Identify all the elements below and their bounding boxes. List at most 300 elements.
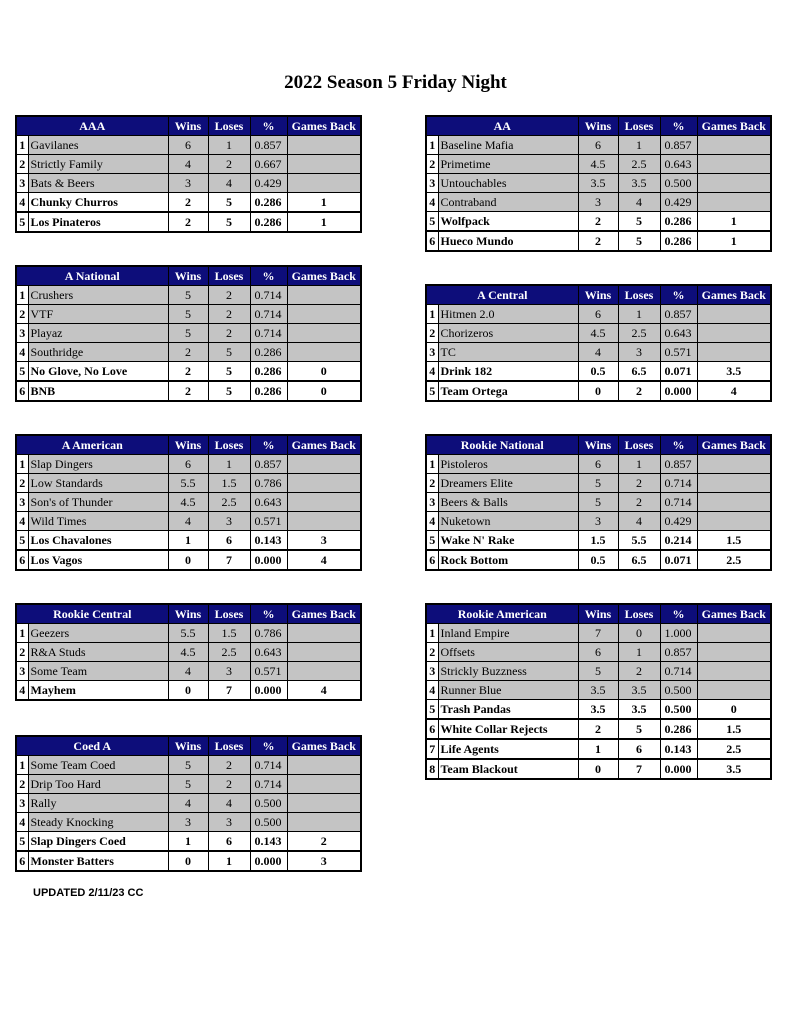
division-name: AA (426, 116, 578, 136)
loses-cell: 2 (208, 775, 250, 794)
team-name: Inland Empire (438, 624, 578, 643)
wins-cell: 2 (578, 719, 618, 739)
table-row (16, 851, 361, 871)
games-back-cell: 0 (697, 700, 771, 720)
wins-cell: 5.5 (168, 474, 208, 493)
pct-cell: 0.714 (250, 305, 287, 324)
team-name: Drip Too Hard (28, 775, 168, 794)
standings-table-coed-a (15, 735, 362, 872)
rank-cell: 2 (16, 305, 28, 324)
games-back-cell (287, 813, 361, 832)
wins-cell: 1 (168, 531, 208, 551)
standings-table-aa (425, 115, 772, 252)
standings-table-rookie-central (15, 603, 362, 701)
wins-cell: 2 (578, 212, 618, 232)
team-name: Rock Bottom (438, 550, 578, 570)
games-back-cell: 1 (697, 231, 771, 251)
rank-cell: 6 (426, 719, 438, 739)
table-row (16, 455, 361, 474)
table-row (16, 286, 361, 305)
table-row (16, 381, 361, 401)
table-row (16, 136, 361, 155)
table-row (426, 643, 771, 662)
pct-cell: 0.286 (250, 362, 287, 382)
table-row (16, 174, 361, 193)
wins-cell: 0 (168, 851, 208, 871)
wins-cell: 5 (578, 474, 618, 493)
team-name: Some Team (28, 662, 168, 681)
rank-cell: 1 (16, 455, 28, 474)
table-row (16, 474, 361, 493)
games-back-cell (287, 305, 361, 324)
games-back-cell: 1.5 (697, 719, 771, 739)
header-games-back: Games Back (697, 285, 771, 305)
pct-cell: 1.000 (660, 624, 697, 643)
division-name: Rookie American (426, 604, 578, 624)
wins-cell: 4.5 (578, 155, 618, 174)
loses-cell: 3 (208, 813, 250, 832)
pct-cell: 0.500 (660, 700, 697, 720)
rank-cell: 2 (16, 474, 28, 493)
table-row (16, 531, 361, 551)
wins-cell: 4.5 (168, 643, 208, 662)
header-games-back: Games Back (697, 604, 771, 624)
team-name: Team Blackout (438, 759, 578, 779)
rank-cell: 1 (16, 756, 28, 775)
wins-cell: 0.5 (578, 550, 618, 570)
table-row (16, 662, 361, 681)
pct-cell: 0.500 (660, 681, 697, 700)
pct-cell: 0.857 (660, 643, 697, 662)
wins-cell: 5 (168, 286, 208, 305)
team-name: Crushers (28, 286, 168, 305)
table-row (16, 775, 361, 794)
rank-cell: 1 (16, 136, 28, 155)
wins-cell: 3 (578, 193, 618, 212)
games-back-cell: 3.5 (697, 759, 771, 779)
header-pct: % (660, 435, 697, 455)
games-back-cell (287, 343, 361, 362)
loses-cell: 2 (208, 286, 250, 305)
wins-cell: 7 (578, 624, 618, 643)
wins-cell: 5 (578, 662, 618, 681)
rank-cell: 5 (426, 531, 438, 551)
games-back-cell (287, 455, 361, 474)
team-name: Hueco Mundo (438, 231, 578, 251)
loses-cell: 2 (618, 381, 660, 401)
table-row (426, 662, 771, 681)
header-wins: Wins (578, 285, 618, 305)
standings-table-aaa (15, 115, 362, 233)
loses-cell: 2 (208, 756, 250, 775)
pct-cell: 0.643 (660, 324, 697, 343)
loses-cell: 2.5 (208, 493, 250, 512)
loses-cell: 4 (618, 193, 660, 212)
rank-cell: 2 (426, 474, 438, 493)
pct-cell: 0.714 (660, 474, 697, 493)
wins-cell: 4.5 (168, 493, 208, 512)
loses-cell: 6 (618, 739, 660, 759)
header-loses: Loses (208, 116, 250, 136)
table-row (16, 550, 361, 570)
pct-cell: 0.786 (250, 624, 287, 643)
team-name: Some Team Coed (28, 756, 168, 775)
loses-cell: 3 (208, 662, 250, 681)
pct-cell: 0.667 (250, 155, 287, 174)
wins-cell: 2 (168, 362, 208, 382)
games-back-cell: 2.5 (697, 739, 771, 759)
header-pct: % (250, 736, 287, 756)
games-back-cell: 0 (287, 381, 361, 401)
table-row (426, 531, 771, 551)
loses-cell: 4 (208, 794, 250, 813)
table-row (426, 212, 771, 232)
pct-cell: 0.429 (660, 193, 697, 212)
pct-cell: 0.571 (660, 343, 697, 362)
table-row (16, 813, 361, 832)
division-name: A American (16, 435, 168, 455)
rank-cell: 4 (16, 193, 28, 213)
rank-cell: 4 (426, 681, 438, 700)
pct-cell: 0.714 (250, 286, 287, 305)
team-name: Nuketown (438, 512, 578, 531)
header-pct: % (250, 266, 287, 286)
loses-cell: 4 (208, 174, 250, 193)
loses-cell: 6 (208, 832, 250, 852)
games-back-cell (287, 493, 361, 512)
loses-cell: 1 (618, 305, 660, 324)
team-name: Southridge (28, 343, 168, 362)
rank-cell: 3 (16, 174, 28, 193)
wins-cell: 4 (578, 343, 618, 362)
pct-cell: 0.286 (250, 193, 287, 213)
loses-cell: 5 (208, 362, 250, 382)
table-row (16, 305, 361, 324)
header-games-back: Games Back (287, 266, 361, 286)
team-name: Strickly Buzzness (438, 662, 578, 681)
games-back-cell (697, 662, 771, 681)
division-name: Rookie National (426, 435, 578, 455)
loses-cell: 2.5 (208, 643, 250, 662)
games-back-cell (697, 681, 771, 700)
rank-cell: 5 (16, 362, 28, 382)
games-back-cell: 2.5 (697, 550, 771, 570)
pct-cell: 0.643 (250, 493, 287, 512)
wins-cell: 5.5 (168, 624, 208, 643)
team-name: R&A Studs (28, 643, 168, 662)
wins-cell: 0 (168, 681, 208, 701)
table-row (426, 624, 771, 643)
team-name: Pistoleros (438, 455, 578, 474)
wins-cell: 2 (578, 231, 618, 251)
pct-cell: 0.071 (660, 550, 697, 570)
loses-cell: 2.5 (618, 324, 660, 343)
rank-cell: 3 (426, 174, 438, 193)
wins-cell: 4 (168, 512, 208, 531)
header-loses: Loses (208, 266, 250, 286)
pct-cell: 0.571 (250, 512, 287, 531)
wins-cell: 0 (578, 759, 618, 779)
team-name: Geezers (28, 624, 168, 643)
wins-cell: 0.5 (578, 362, 618, 382)
loses-cell: 5 (208, 343, 250, 362)
team-name: Offsets (438, 643, 578, 662)
table-row (426, 193, 771, 212)
rank-cell: 2 (426, 643, 438, 662)
pct-cell: 0.857 (250, 455, 287, 474)
wins-cell: 4 (168, 794, 208, 813)
table-row (16, 193, 361, 213)
loses-cell: 7 (618, 759, 660, 779)
pct-cell: 0.286 (250, 212, 287, 232)
team-name: Wake N' Rake (438, 531, 578, 551)
pct-cell: 0.500 (660, 174, 697, 193)
games-back-cell (287, 775, 361, 794)
games-back-cell (287, 643, 361, 662)
loses-cell: 2 (208, 324, 250, 343)
games-back-cell (287, 624, 361, 643)
loses-cell: 1.5 (208, 624, 250, 643)
loses-cell: 6.5 (618, 362, 660, 382)
rank-cell: 6 (16, 381, 28, 401)
rank-cell: 5 (16, 832, 28, 852)
pct-cell: 0.286 (660, 719, 697, 739)
wins-cell: 5 (168, 775, 208, 794)
rank-cell: 5 (426, 700, 438, 720)
loses-cell: 3.5 (618, 174, 660, 193)
pct-cell: 0.000 (660, 381, 697, 401)
team-name: VTF (28, 305, 168, 324)
team-name: Beers & Balls (438, 493, 578, 512)
games-back-cell (697, 643, 771, 662)
games-back-cell (697, 305, 771, 324)
header-wins: Wins (168, 435, 208, 455)
wins-cell: 6 (578, 136, 618, 155)
team-name: Low Standards (28, 474, 168, 493)
wins-cell: 5 (168, 305, 208, 324)
rank-cell: 3 (16, 324, 28, 343)
team-name: Chunky Churros (28, 193, 168, 213)
team-name: Untouchables (438, 174, 578, 193)
rank-cell: 5 (426, 381, 438, 401)
pct-cell: 0.429 (250, 174, 287, 193)
rank-cell: 3 (16, 662, 28, 681)
rank-cell: 1 (426, 455, 438, 474)
games-back-cell (287, 174, 361, 193)
wins-cell: 5 (168, 756, 208, 775)
games-back-cell (697, 136, 771, 155)
loses-cell: 5 (618, 212, 660, 232)
games-back-cell: 1.5 (697, 531, 771, 551)
team-name: Life Agents (438, 739, 578, 759)
wins-cell: 0 (578, 381, 618, 401)
pct-cell: 0.500 (250, 813, 287, 832)
wins-cell: 4 (168, 662, 208, 681)
team-name: Primetime (438, 155, 578, 174)
wins-cell: 6 (168, 136, 208, 155)
games-back-cell: 3 (287, 531, 361, 551)
rank-cell: 4 (16, 813, 28, 832)
header-wins: Wins (168, 116, 208, 136)
loses-cell: 1.5 (208, 474, 250, 493)
games-back-cell (697, 624, 771, 643)
rank-cell: 3 (16, 493, 28, 512)
standings-table-a-american (15, 434, 362, 571)
table-row (426, 231, 771, 251)
header-loses: Loses (618, 116, 660, 136)
header-loses: Loses (618, 285, 660, 305)
pct-cell: 0.286 (250, 381, 287, 401)
rank-cell: 8 (426, 759, 438, 779)
team-name: Wolfpack (438, 212, 578, 232)
rank-cell: 2 (16, 775, 28, 794)
pct-cell: 0.714 (660, 493, 697, 512)
loses-cell: 1 (208, 851, 250, 871)
header-loses: Loses (208, 435, 250, 455)
loses-cell: 2 (618, 474, 660, 493)
loses-cell: 1 (618, 643, 660, 662)
wins-cell: 4.5 (578, 324, 618, 343)
table-row (16, 624, 361, 643)
wins-cell: 0 (168, 550, 208, 570)
table-row (426, 512, 771, 531)
header-pct: % (250, 116, 287, 136)
team-name: Strictly Family (28, 155, 168, 174)
table-row (426, 719, 771, 739)
table-row (426, 493, 771, 512)
loses-cell: 6 (208, 531, 250, 551)
table-row (16, 756, 361, 775)
team-name: No Glove, No Love (28, 362, 168, 382)
wins-cell: 1 (578, 739, 618, 759)
header-games-back: Games Back (697, 116, 771, 136)
games-back-cell (697, 174, 771, 193)
rank-cell: 5 (16, 531, 28, 551)
team-name: Son's of Thunder (28, 493, 168, 512)
loses-cell: 2 (618, 493, 660, 512)
rank-cell: 4 (426, 362, 438, 382)
team-name: Slap Dingers Coed (28, 832, 168, 852)
team-name: Chorizeros (438, 324, 578, 343)
rank-cell: 4 (426, 512, 438, 531)
team-name: Slap Dingers (28, 455, 168, 474)
rank-cell: 4 (16, 512, 28, 531)
table-row (426, 155, 771, 174)
wins-cell: 1.5 (578, 531, 618, 551)
loses-cell: 2 (208, 155, 250, 174)
loses-cell: 5 (208, 212, 250, 232)
games-back-cell (287, 794, 361, 813)
wins-cell: 3 (168, 174, 208, 193)
loses-cell: 5 (618, 231, 660, 251)
team-name: Bats & Beers (28, 174, 168, 193)
pct-cell: 0.214 (660, 531, 697, 551)
wins-cell: 2 (168, 343, 208, 362)
wins-cell: 3.5 (578, 700, 618, 720)
header-loses: Loses (618, 435, 660, 455)
loses-cell: 1 (618, 136, 660, 155)
pct-cell: 0.714 (250, 324, 287, 343)
loses-cell: 0 (618, 624, 660, 643)
games-back-cell: 4 (697, 381, 771, 401)
header-games-back: Games Back (287, 736, 361, 756)
header-wins: Wins (168, 604, 208, 624)
rank-cell: 3 (426, 662, 438, 681)
header-pct: % (660, 116, 697, 136)
team-name: Rally (28, 794, 168, 813)
table-row (426, 550, 771, 570)
pct-cell: 0.714 (660, 662, 697, 681)
pct-cell: 0.143 (660, 739, 697, 759)
loses-cell: 3.5 (618, 681, 660, 700)
loses-cell: 7 (208, 681, 250, 701)
wins-cell: 2 (168, 212, 208, 232)
pct-cell: 0.643 (660, 155, 697, 174)
loses-cell: 1 (208, 455, 250, 474)
table-row (16, 212, 361, 232)
table-row (426, 343, 771, 362)
pct-cell: 0.286 (660, 231, 697, 251)
pct-cell: 0.286 (660, 212, 697, 232)
games-back-cell: 1 (287, 193, 361, 213)
wins-cell: 6 (168, 455, 208, 474)
pct-cell: 0.000 (250, 681, 287, 701)
table-row (16, 493, 361, 512)
pct-cell: 0.857 (660, 455, 697, 474)
games-back-cell (287, 136, 361, 155)
pct-cell: 0.071 (660, 362, 697, 382)
rank-cell: 2 (16, 643, 28, 662)
loses-cell: 4 (618, 512, 660, 531)
loses-cell: 2.5 (618, 155, 660, 174)
team-name: Playaz (28, 324, 168, 343)
table-row (16, 794, 361, 813)
rank-cell: 1 (426, 624, 438, 643)
pct-cell: 0.714 (250, 775, 287, 794)
table-row (426, 324, 771, 343)
pct-cell: 0.143 (250, 832, 287, 852)
rank-cell: 6 (16, 550, 28, 570)
header-pct: % (250, 435, 287, 455)
rank-cell: 1 (426, 305, 438, 324)
team-name: Dreamers Elite (438, 474, 578, 493)
team-name: Monster Batters (28, 851, 168, 871)
loses-cell: 2 (618, 662, 660, 681)
loses-cell: 1 (208, 136, 250, 155)
division-name: AAA (16, 116, 168, 136)
wins-cell: 6 (578, 305, 618, 324)
games-back-cell: 1 (287, 212, 361, 232)
loses-cell: 5.5 (618, 531, 660, 551)
table-row (426, 739, 771, 759)
loses-cell: 5 (618, 719, 660, 739)
rank-cell: 4 (16, 343, 28, 362)
games-back-cell: 2 (287, 832, 361, 852)
games-back-cell (697, 474, 771, 493)
games-back-cell: 4 (287, 681, 361, 701)
division-name: A National (16, 266, 168, 286)
team-name: Drink 182 (438, 362, 578, 382)
team-name: Baseline Mafia (438, 136, 578, 155)
wins-cell: 2 (168, 193, 208, 213)
table-row (426, 136, 771, 155)
division-name: A Central (426, 285, 578, 305)
pct-cell: 0.714 (250, 756, 287, 775)
games-back-cell (697, 512, 771, 531)
team-name: Mayhem (28, 681, 168, 701)
wins-cell: 3 (578, 512, 618, 531)
header-wins: Wins (168, 266, 208, 286)
